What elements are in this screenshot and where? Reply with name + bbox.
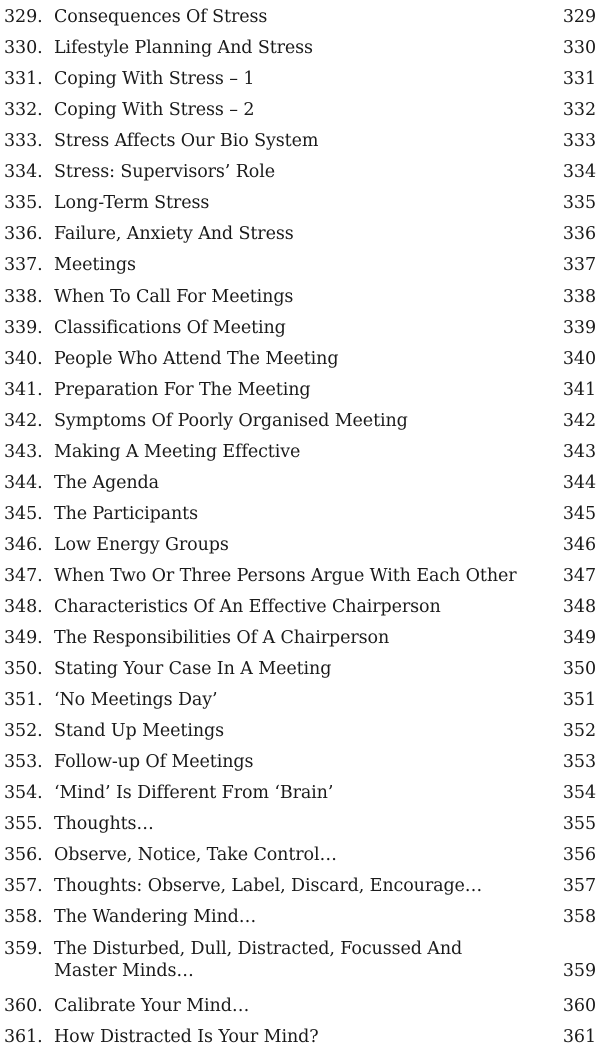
toc-entry-page: 345 xyxy=(562,503,596,524)
toc-entry-page: 360 xyxy=(562,995,596,1016)
toc-entry-title xyxy=(54,875,534,897)
toc-entry-title-line: ‘No Meetings Day’ xyxy=(54,690,218,711)
toc-entry-page: 343 xyxy=(562,441,596,462)
toc-entry-title xyxy=(54,565,534,587)
toc-entry-number: 332. xyxy=(4,100,43,121)
toc-entry-title xyxy=(54,441,534,463)
toc-entry-number: 350. xyxy=(4,659,43,679)
toc-entry-number: 352. xyxy=(4,721,43,742)
toc-entry-title xyxy=(54,534,534,556)
toc-entry-page: 331 xyxy=(562,69,596,90)
toc-entry-title-line: How Distracted Is Your Mind? xyxy=(54,1026,319,1047)
toc-entry-number: 337. xyxy=(4,255,43,276)
toc-entry-title xyxy=(54,410,534,432)
toc-entry-number: 345. xyxy=(4,503,43,524)
toc-entry-page: 339 xyxy=(562,317,596,338)
toc-entry-number: 349. xyxy=(4,628,43,648)
toc-entry-number: 344. xyxy=(4,472,43,493)
toc-entry-title xyxy=(54,317,534,339)
toc-entry-title-line: The Participants xyxy=(54,503,198,524)
toc-entry-page: 330 xyxy=(562,38,596,58)
toc-entry-title xyxy=(54,379,534,401)
toc-entry-page: 357 xyxy=(562,876,596,897)
toc-entry-title-line: Stand Up Meetings xyxy=(54,721,225,742)
toc-entry-title xyxy=(54,68,534,90)
toc-entry-number: 361. xyxy=(4,1026,43,1047)
toc-entry-title-line: Making A Meeting Effective xyxy=(54,441,301,462)
toc-entry-page: 336 xyxy=(562,224,596,245)
toc-entry-number: 339. xyxy=(4,317,43,338)
toc-entry-number: 331. xyxy=(4,69,43,90)
toc-entry-title-line: The Disturbed, Dull, Distracted, Focussed And xyxy=(54,938,463,959)
toc-entry-page: 355 xyxy=(562,814,596,835)
toc-entry-title-line: Failure, Anxiety And Stress xyxy=(54,224,294,245)
toc-entry-title-line: Symptoms Of Poorly Organised Meeting xyxy=(54,410,408,431)
toc-entry-page: 338 xyxy=(562,286,596,307)
toc-entry-title xyxy=(54,99,534,121)
toc-entry-number: 353. xyxy=(4,752,43,773)
toc-entry-title-line: Thoughts: Observe, Label, Discard, Encourage… xyxy=(54,876,483,897)
toc-entry-page: 350 xyxy=(562,659,596,679)
toc-entry-title-line: ‘Mind’ Is Different From ‘Brain’ xyxy=(54,783,334,804)
toc-entry-title xyxy=(54,130,534,152)
toc-entry-number: 335. xyxy=(4,193,43,214)
toc-entry-title xyxy=(54,472,534,494)
toc-entry-title-line: Master Minds… xyxy=(54,960,194,981)
toc-entry-number: 336. xyxy=(4,224,43,245)
toc-entry-number: 354. xyxy=(4,783,43,804)
toc-entry-number: 346. xyxy=(4,534,43,555)
toc-entry-title-line: When Two Or Three Persons Argue With Each Other xyxy=(54,565,517,586)
toc-entry-page: 361 xyxy=(562,1026,596,1047)
toc-entry-number: 342. xyxy=(4,410,43,431)
toc-entry-title-line: When To Call For Meetings xyxy=(54,286,294,307)
toc-entry-page: 334 xyxy=(562,162,596,183)
toc-entry-title-line: Characteristics Of An Effective Chairperson xyxy=(54,597,441,617)
toc-entry-title xyxy=(54,751,534,773)
toc-entry-title xyxy=(54,844,534,866)
toc-entry-title-line: Low Energy Groups xyxy=(54,534,229,555)
toc-entry-title xyxy=(54,995,534,1017)
toc-entry-title-line: The Agenda xyxy=(54,472,159,493)
toc-entry-number: 357. xyxy=(4,876,43,897)
toc-entry-page: 346 xyxy=(562,534,596,555)
toc-entry-number: 359. xyxy=(4,938,43,959)
toc-entry-title-line: Observe, Notice, Take Control… xyxy=(54,845,337,866)
toc-entry-title-line: Long-Term Stress xyxy=(54,193,210,214)
toc-entry-title-line: People Who Attend The Meeting xyxy=(54,348,339,369)
toc-entry-number: 351. xyxy=(4,690,43,711)
toc-entry-page: 356 xyxy=(562,845,596,866)
toc-entry-number: 329. xyxy=(4,7,43,27)
toc-entry-title-line: Coping With Stress – 1 xyxy=(54,69,255,90)
toc-entry-page: 335 xyxy=(562,193,596,214)
toc-entry-title-line: Stress: Supervisors’ Role xyxy=(54,162,275,183)
toc-entry-number: 338. xyxy=(4,286,43,307)
toc-entry-title xyxy=(54,813,534,835)
toc-entry-title xyxy=(54,503,534,525)
toc-entry-title-line: Preparation For The Meeting xyxy=(54,379,311,400)
toc-entry-page: 333 xyxy=(562,131,596,152)
toc-entry-title xyxy=(54,782,534,804)
toc-entry-title-line: Meetings xyxy=(54,255,136,276)
toc-entry-title xyxy=(54,1026,534,1048)
toc-entry-page: 347 xyxy=(562,565,596,586)
toc-entry-title xyxy=(54,938,534,982)
toc-entry-title-line: Lifestyle Planning And Stress xyxy=(54,38,313,58)
toc-entry-number: 341. xyxy=(4,379,43,400)
toc-entry-number: 356. xyxy=(4,845,43,866)
toc-entry-page: 353 xyxy=(562,752,596,773)
toc-entry-title-line: Coping With Stress – 2 xyxy=(54,100,255,121)
toc-entry-title xyxy=(54,286,534,308)
toc-entry-number: 355. xyxy=(4,814,43,835)
toc-entry-title-line: Stress Affects Our Bio System xyxy=(54,131,319,152)
toc-entry-title-line: Stating Your Case In A Meeting xyxy=(54,659,332,679)
toc-entry-page: 342 xyxy=(562,410,596,431)
toc-entry-title-line: The Wandering Mind… xyxy=(54,907,257,928)
toc-entry-number: 334. xyxy=(4,162,43,183)
toc-entry-page: 341 xyxy=(562,379,596,400)
toc-entry-title xyxy=(54,596,534,618)
toc-entry-page: 358 xyxy=(562,907,596,928)
toc-entry-number: 347. xyxy=(4,565,43,586)
toc-entry-title xyxy=(54,658,534,680)
toc-entry-title xyxy=(54,161,534,183)
toc-entry-page: 340 xyxy=(562,348,596,369)
toc-entry-title xyxy=(54,192,534,214)
toc-entry-title xyxy=(54,254,534,276)
toc-entry-title-line: Calibrate Your Mind… xyxy=(54,995,250,1016)
toc-entry-title xyxy=(54,223,534,245)
toc-entry-title-line: Follow-up Of Meetings xyxy=(54,752,254,773)
toc-entry-number: 333. xyxy=(4,131,43,152)
toc-entry-title-line: Thoughts… xyxy=(54,814,154,835)
toc-entry-page: 351 xyxy=(562,690,596,711)
toc-entry-title xyxy=(54,37,534,59)
toc-entry-title xyxy=(54,6,534,28)
toc-entry-page: 352 xyxy=(562,721,596,742)
toc-entry-page: 354 xyxy=(562,783,596,804)
toc-entry-title xyxy=(54,627,534,649)
toc-entry-number: 360. xyxy=(4,995,43,1016)
toc-entry-page: 359 xyxy=(562,960,596,981)
toc-entry-number: 358. xyxy=(4,907,43,928)
toc-entry-title-line: Classifications Of Meeting xyxy=(54,317,286,338)
toc-entry-title-line: Consequences Of Stress xyxy=(54,7,268,27)
toc-entry-page: 337 xyxy=(562,255,596,276)
toc-entry-number: 348. xyxy=(4,597,43,617)
toc-entry-title xyxy=(54,720,534,742)
toc-entry-title xyxy=(54,906,534,928)
toc-entry-number: 330. xyxy=(4,38,43,58)
toc-entry-title xyxy=(54,348,534,370)
toc-entry-page: 332 xyxy=(562,100,596,121)
toc-entry-page: 349 xyxy=(562,628,596,648)
toc-entry-page: 348 xyxy=(562,597,596,617)
toc-entry-title-line: The Responsibilities Of A Chairperson xyxy=(54,628,390,648)
toc-entry-number: 343. xyxy=(4,441,43,462)
toc-entry-page: 344 xyxy=(562,472,596,493)
toc-entry-page: 329 xyxy=(562,7,596,27)
toc-entry-title xyxy=(54,689,534,711)
toc-entry-number: 340. xyxy=(4,348,43,369)
